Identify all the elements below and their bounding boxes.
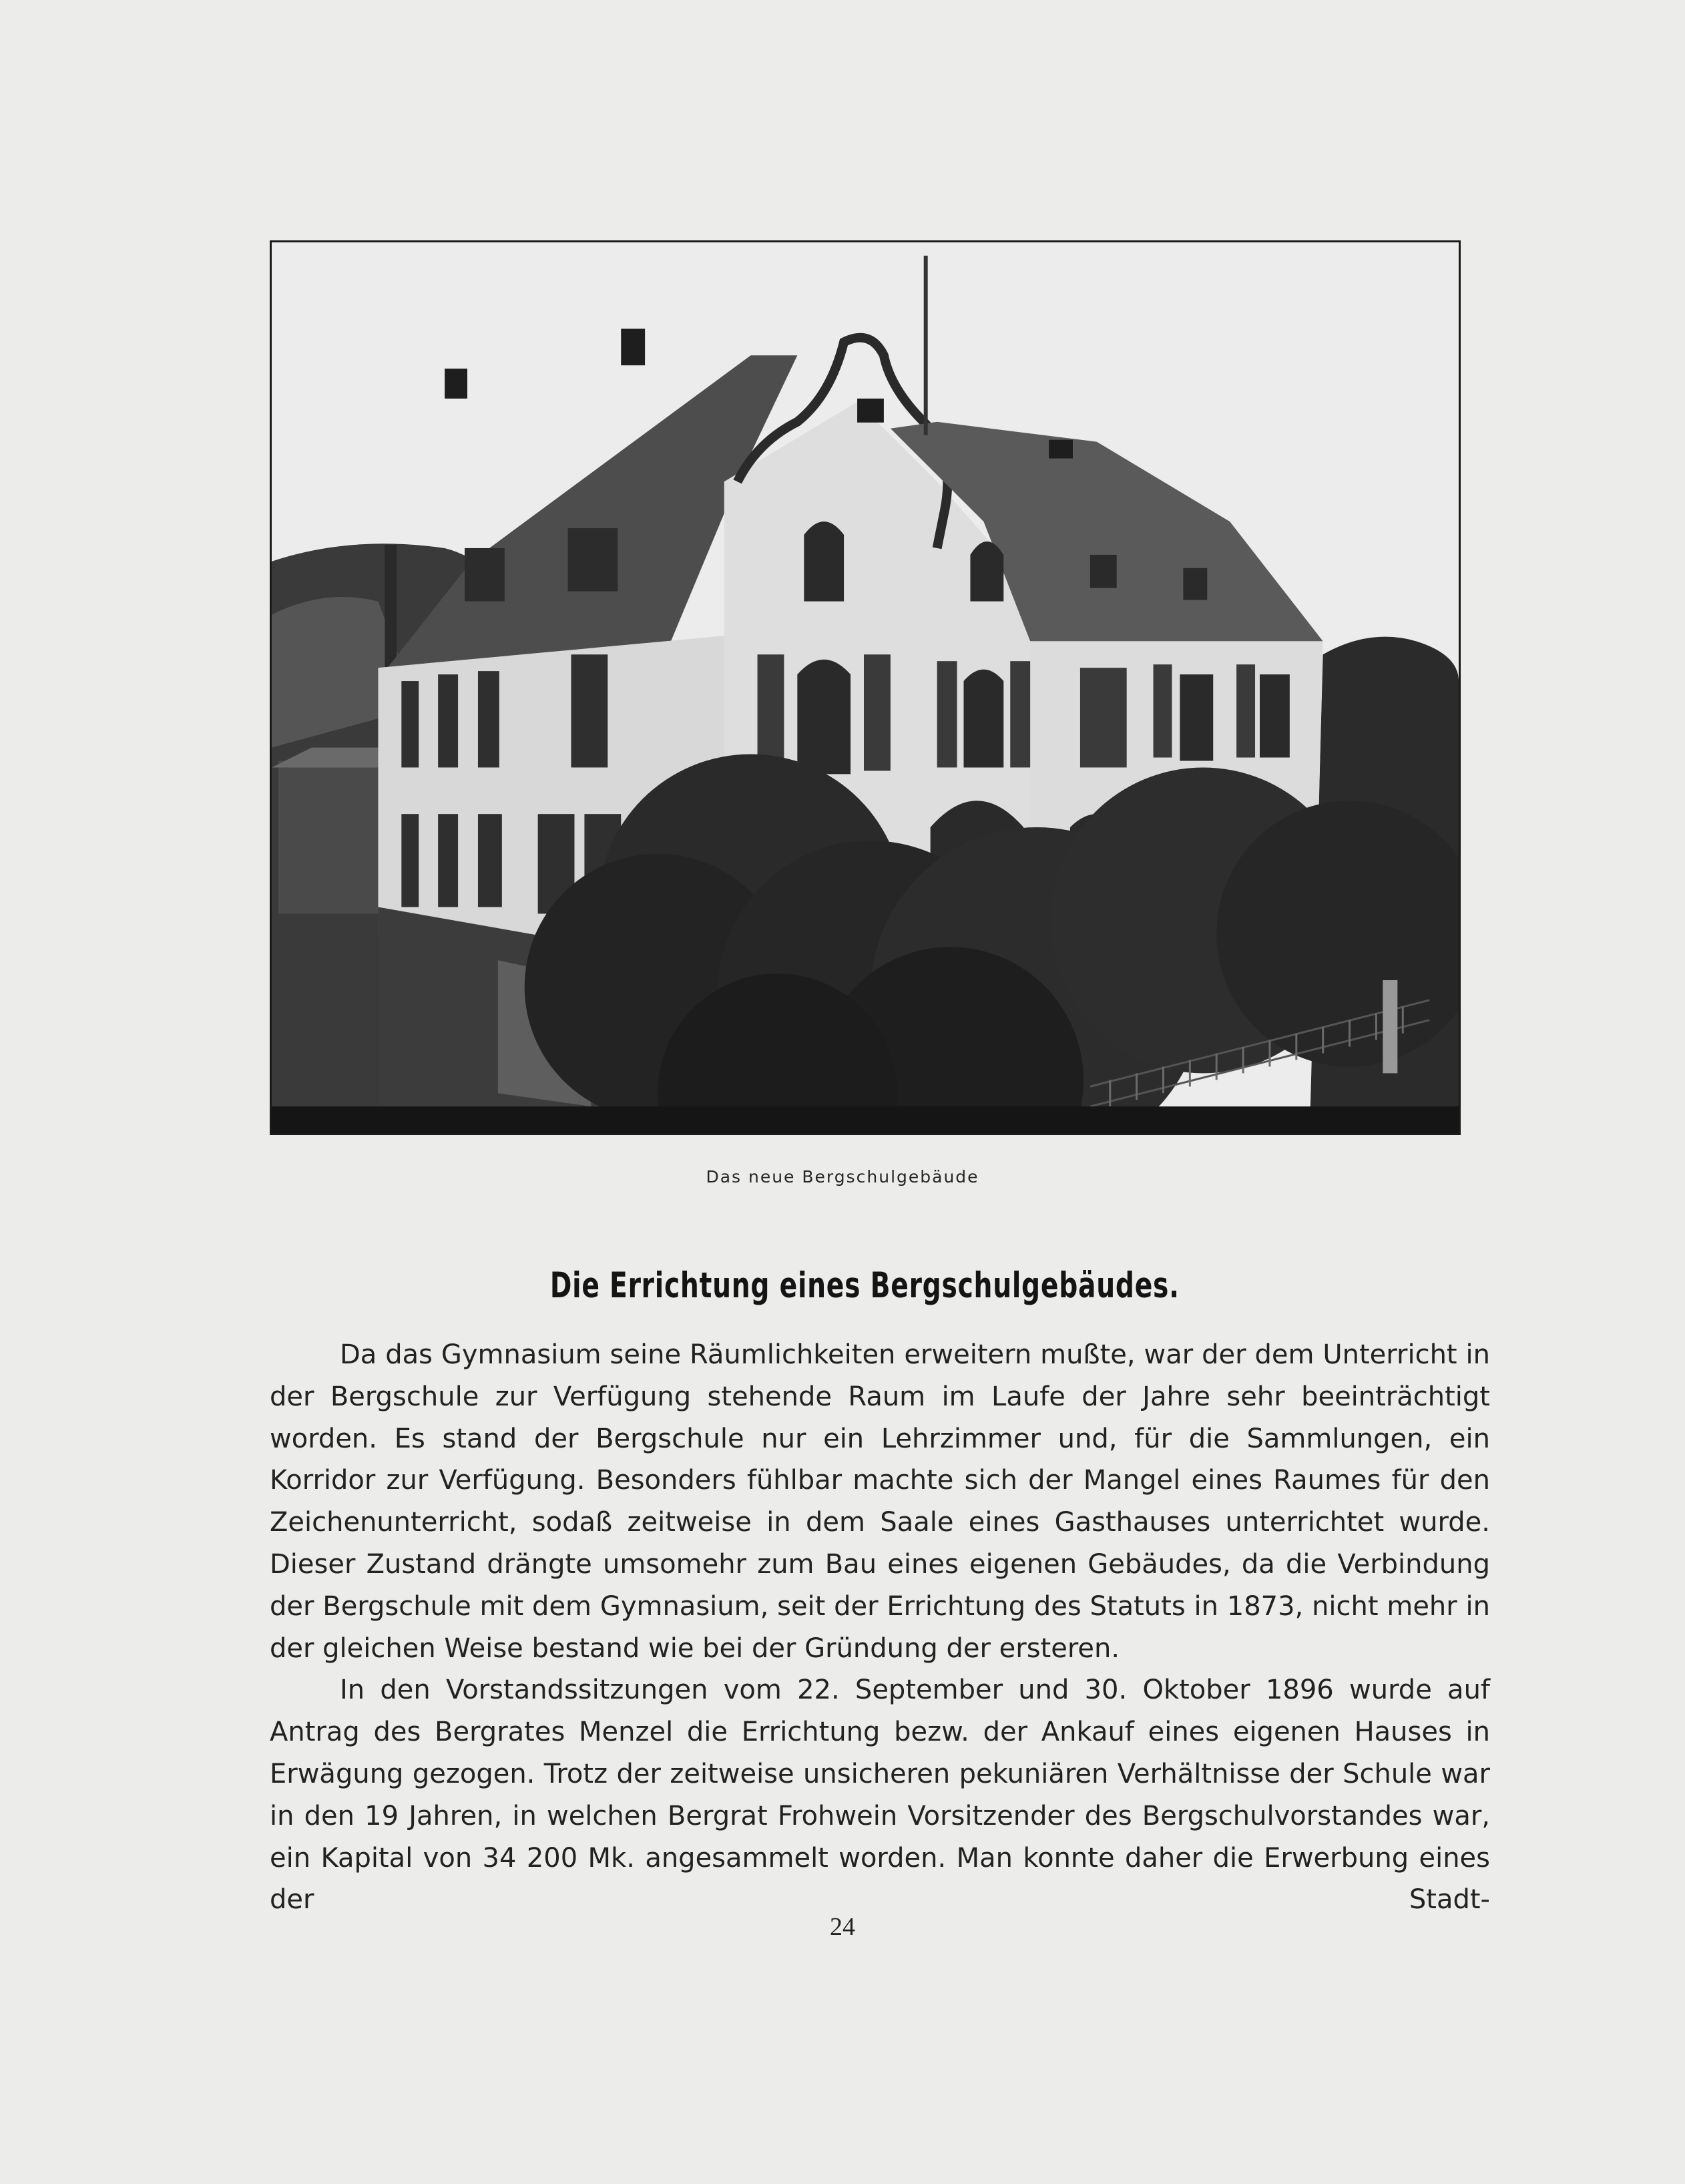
page-number: 24 xyxy=(830,1913,855,1941)
photo-school-building-icon xyxy=(272,242,1459,1133)
paragraph: Da das Gymnasium seine Räumlichkeiten erweitern mußte, war der dem Unterricht in der Bergschule zur Verfügung stehende Raum im Laufe der Jahre sehr beeinträchtigt worden. Es stand der Bergschule nur ein Lehrzimmer und, für die Sammlungen, ein Korridor zur Verfügung. Besonders fühlbar machte sich der Mangel eines Raumes für den Zeichenunterricht, sodaß zeitweise in dem Saale eines Gasthauses unterrichtet wurde. Dieser Zustand drängte umsomehr zum Bau eines eigenen Gebäudes, da die Verbindung der Bergschule mit dem Gymnasium, seit der Errichtung des Statuts in 1873, nicht mehr in der gleichen Weise bestand wie bei der Gründung der ersteren. xyxy=(270,1339,1490,1664)
paragraph: In den Vorstandssitzungen vom 22. September und 30. Oktober 1896 wurde auf Antrag des Bergrates Menzel die Errichtung bezw. der Ankauf eines eigenen Hauses in Erwägung gezogen. Trotz der zeitweise unsicheren pekuniären Verhältnisse der Schule war in den 19 Jahren, in welchen Bergrat Frohwein Vorsitzender des Bergschulvorstandes war, ein Kapital von 34 200 Mk. angesammelt worden. Man konnte daher die Erwerbung eines der Stadt- xyxy=(270,1675,1490,1916)
body-text xyxy=(270,1334,1490,1921)
school-building-photo xyxy=(270,240,1461,1135)
figure-caption: Das neue Bergschulgebäude xyxy=(706,1167,979,1186)
section-heading: Die Errichtung eines Bergschulgebäudes. xyxy=(549,1265,1180,1306)
